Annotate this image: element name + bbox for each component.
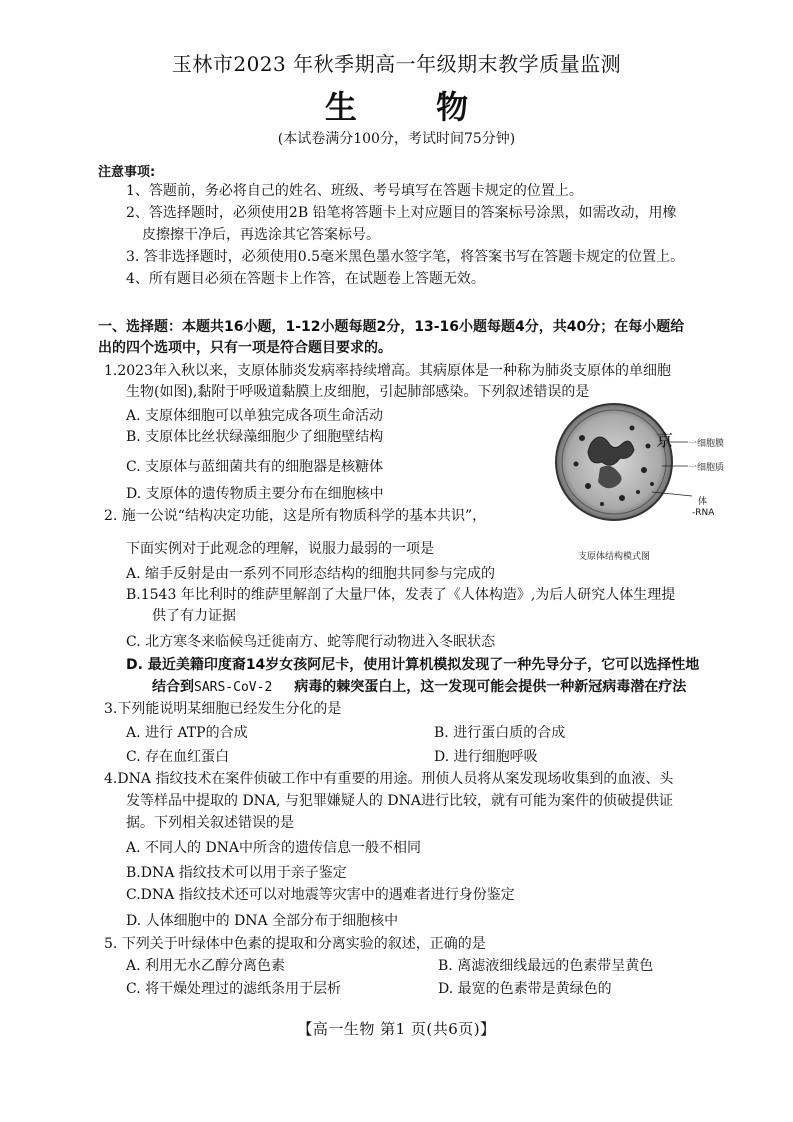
q5-option-c: C. 将干燥处理过的滤纸条用于层析 (126, 981, 342, 997)
notice-item-3: 3. 答非选择题时，必须使用0.5毫米黑色墨水签字笔，将答案书写在答题卡规定的位置上。 (126, 249, 685, 265)
q3-option-b: B. 进行蛋白质的合成 (434, 725, 566, 741)
q4-stem-line-3: 据。下列相关叙述错误的是 (126, 815, 294, 831)
q1-stem-line-1: 1.2023年入秋以来，支原体肺炎发病率持续增高。其病原体是一种称为肺炎支原体的单细胞 (104, 363, 671, 379)
subject-title: 生 物 (324, 88, 503, 126)
q4-stem-line-1: 4.DNA 指纹技术在案件侦破工作中有重要的用途。刑侦人员将从案发现场收集到的血液、头 (104, 771, 674, 787)
q2-stem-line-1: 2. 施一公说“结构决定功能，这是所有物质科学的基本共识”， (104, 508, 487, 524)
q4-option-c: C.DNA 指纹技术还可以对地震等灾害中的遇难者进行身份鉴定 (126, 887, 515, 903)
q2-option-c: C. 北方寒冬来临候鸟迁徙南方、蛇等爬行动物进入冬眠状态 (126, 634, 496, 650)
q4-option-d: D. 人体细胞中的 DNA 全部分布于细胞核中 (126, 913, 399, 929)
q4-stem-line-2: 发等样品中提取的 DNA, 与犯罪嫌疑人的 DNA进行比较，就有可能为案件的侦破提供证 (126, 793, 673, 809)
q2-option-d-line-2c: 病毒的棘突蛋白上，这一发现可能会提供一种新冠病毒潜在疗法 (294, 679, 687, 695)
q4-option-b: B.DNA 指纹技术可以用于亲子鉴定 (126, 865, 347, 881)
diagram-caption: 支原体结构模式图 (578, 552, 651, 562)
diagram-label-rna: -RNA (692, 508, 715, 518)
q2-option-b-line-1: B.1543 年比利时的维萨里解剖了大量尸体，发表了《人体构造》,为后人研究人体生理提 (126, 587, 676, 603)
diagram-label-membrane: 一细胞膜 (688, 439, 725, 449)
q2-stem-line-2: 下面实例对于此观念的理解，说服力最弱的一项是 (126, 541, 434, 557)
q3-option-d: D. 进行细胞呼吸 (434, 749, 538, 765)
diagram-side-char: 京 (656, 431, 673, 451)
exam-title: 玉林市2023 年秋季期高一年级期末教学质量监测 (171, 52, 622, 76)
q2-option-d-line-2a: 结合到 (152, 679, 194, 695)
q5-option-d: D. 最宽的色素带是黄绿色的 (438, 981, 612, 997)
q1-option-d: D. 支原体的遗传物质主要分布在细胞核中 (126, 486, 384, 502)
q3-option-a: A. 进行 ATP的合成 (126, 725, 248, 741)
q1-option-a: A. 支原体细胞可以单独完成各项生命活动 (126, 408, 384, 424)
q2-option-d-line-1: D. 最近美籍印度裔14岁女孩阿尼卡，使用计算机模拟发现了一种先导分子，它可以选择性地 (126, 657, 700, 673)
q3-stem: 3.下列能说明某细胞已经发生分化的是 (104, 701, 342, 717)
q2-option-d-virus-name: SARS-CoV-2 (194, 680, 273, 695)
notice-item-1: 1、答题前，务必将自己的姓名、班级、考号填写在答题卡规定的位置上。 (126, 183, 583, 199)
q1-stem-line-2: 生物(如图),黏附于呼吸道黏膜上皮细胞，引起肺部感染。下列叙述错误的是 (126, 384, 590, 400)
exam-subtitle: (本试卷满分100分，考试时间75分钟) (277, 131, 516, 147)
q2-option-d-line-2 (152, 678, 686, 697)
notice-item-4: 4、所有题目必须在答题卡上作答，在试题卷上答题无效。 (126, 271, 485, 287)
q5-stem: 5. 下列关于叶绿体中色素的提取和分离实验的叙述，正确的是 (104, 936, 486, 952)
q5-option-b: B. 离滤液细线最远的色素带呈黄色 (438, 958, 654, 974)
notice-item-2-cont: 皮擦擦干净后，再选涂其它答案标号。 (142, 227, 380, 243)
q1-option-b: B. 支原体比丝状绿藻细胞少了细胞壁结构 (126, 429, 384, 445)
notice-item-2: 2、答选择题时，必须使用2B 铅笔将答题卡上对应题目的答案标号涂黑，如需改动，用橡 (126, 205, 677, 221)
q4-option-a: A. 不同人的 DNA中所含的遗传信息一般不相同 (126, 840, 422, 856)
q1-option-c: C. 支原体与蓝细菌共有的细胞器是核糖体 (126, 459, 384, 475)
q3-option-c: C. 存在血红蛋白 (126, 749, 230, 765)
q5-option-a: A. 利用无水乙醇分离色素 (126, 958, 286, 974)
q2-option-b-line-2: 供了有力证据 (152, 608, 236, 624)
q2-option-a: A. 缩手反射是由一系列不同形态结构的细胞共同参与完成的 (126, 566, 496, 582)
diagram-label-cytoplasm: 一细胞质 (688, 463, 725, 473)
section-instructions-line-2: 出的四个选项中，只有一项是符合题目要求的。 (98, 340, 392, 356)
section-instructions-line-1: 一、选择题：本题共16小题，1-12小题每题2分，13-16小题每题4分，共40分；在每小题给 (98, 319, 685, 335)
notice-heading: 注意事项: (98, 165, 156, 180)
diagram-label-ribosome: 体 (698, 497, 708, 507)
page-footer: 【高一生物 第1 页(共6页)】 (297, 1020, 496, 1038)
mycoplasma-diagram (552, 398, 742, 528)
